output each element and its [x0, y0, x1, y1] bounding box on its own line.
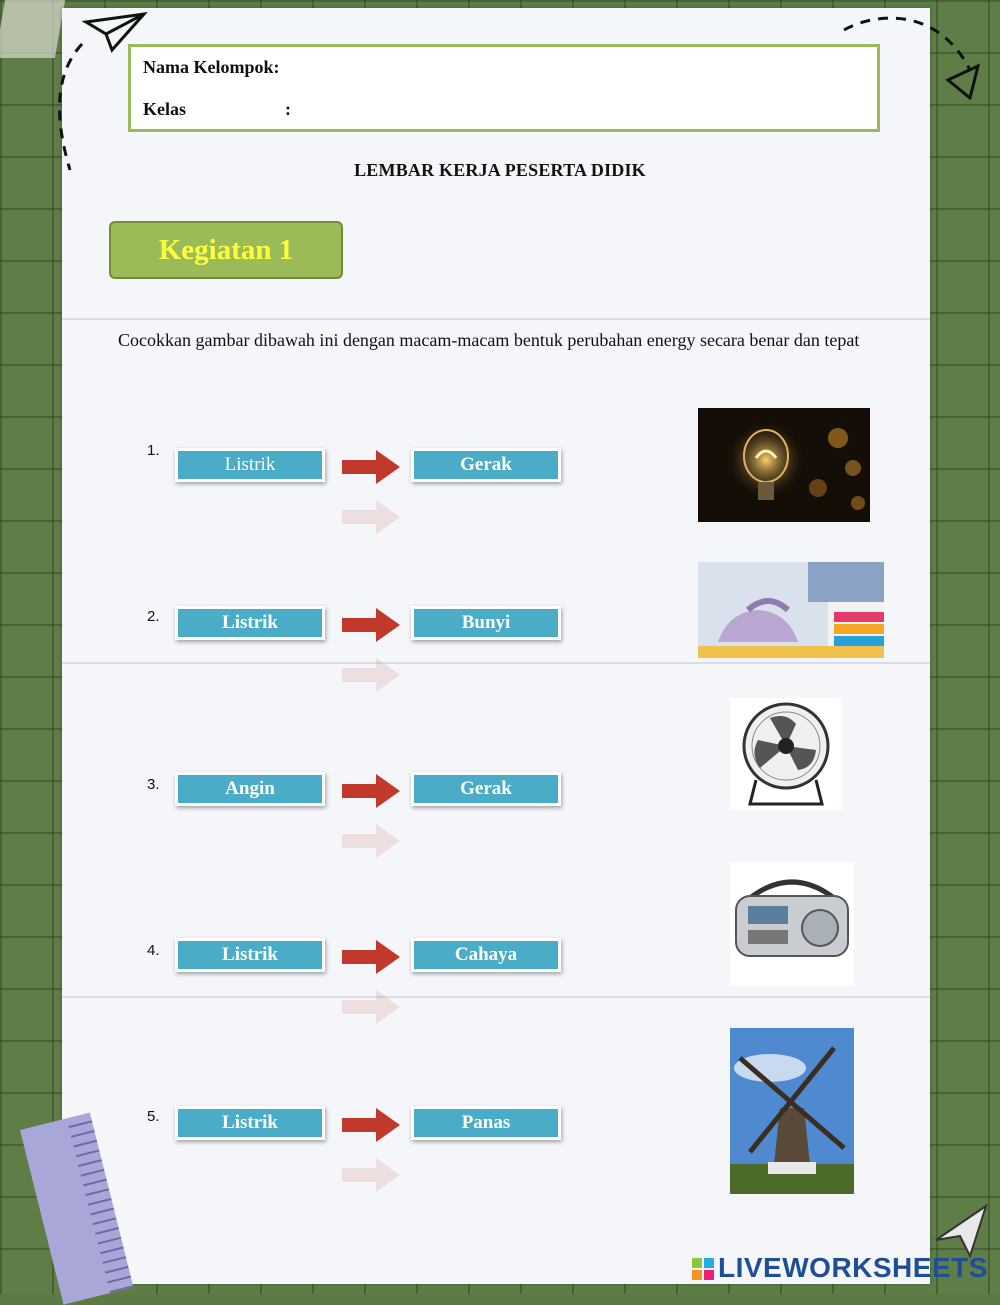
- light-bulb-image[interactable]: [698, 408, 870, 522]
- dashed-trail-icon: [48, 40, 88, 180]
- energy-source-box[interactable]: Listrik: [175, 448, 325, 482]
- energy-source-box[interactable]: Listrik: [175, 606, 325, 640]
- energy-result-box[interactable]: Cahaya: [411, 938, 561, 972]
- arrow-shadow-icon: [342, 658, 400, 692]
- energy-result-box[interactable]: Gerak: [411, 772, 561, 806]
- paper-plane-icon: [930, 1200, 990, 1260]
- arrow-shadow-icon: [342, 824, 400, 858]
- energy-source-box[interactable]: Listrik: [175, 938, 325, 972]
- item-number: 5.: [147, 1108, 160, 1125]
- arrow-shadow-icon: [342, 990, 400, 1024]
- arrow-right-icon: [342, 608, 400, 642]
- arrow-right-icon: [342, 940, 400, 974]
- energy-result-box[interactable]: Gerak: [411, 448, 561, 482]
- activity-badge: Kegiatan 1: [109, 221, 343, 279]
- liveworksheets-watermark[interactable]: LIVEWORKSHEETS: [718, 1252, 988, 1283]
- group-name-label: Nama Kelompok:: [143, 57, 280, 77]
- windmill-image[interactable]: [730, 1028, 854, 1194]
- paper-crease: [62, 318, 930, 320]
- worksheet-title: LEMBAR KERJA PESERTA DIDIK: [354, 160, 646, 180]
- item-number: 2.: [147, 608, 160, 625]
- item-number: 1.: [147, 442, 160, 459]
- instruction-text: Cocokkan gambar dibawah ini dengan macam-macam bentuk perubahan energy secara benar dan tepat: [118, 330, 860, 350]
- item-number: 4.: [147, 942, 160, 959]
- energy-source-box[interactable]: Listrik: [175, 1106, 325, 1140]
- energy-source-box[interactable]: Angin: [175, 772, 325, 806]
- group-info-box: [128, 44, 880, 132]
- arrow-right-icon: [342, 450, 400, 484]
- paper-crease: [62, 662, 930, 664]
- item-number: 3.: [147, 776, 160, 793]
- arrow-shadow-icon: [342, 500, 400, 534]
- class-colon: :: [285, 99, 291, 119]
- clothes-iron-image[interactable]: [698, 562, 884, 658]
- energy-result-box[interactable]: Bunyi: [411, 606, 561, 640]
- arrow-right-icon: [342, 774, 400, 808]
- arrow-right-icon: [342, 1108, 400, 1142]
- liveworksheets-logo-icon: [692, 1258, 714, 1280]
- electric-fan-image[interactable]: [730, 698, 842, 810]
- radio-cassette-image[interactable]: [730, 862, 854, 986]
- paper-crease: [62, 996, 930, 998]
- energy-result-box[interactable]: Panas: [411, 1106, 561, 1140]
- arrow-shadow-icon: [342, 1158, 400, 1192]
- class-label: Kelas: [143, 99, 186, 119]
